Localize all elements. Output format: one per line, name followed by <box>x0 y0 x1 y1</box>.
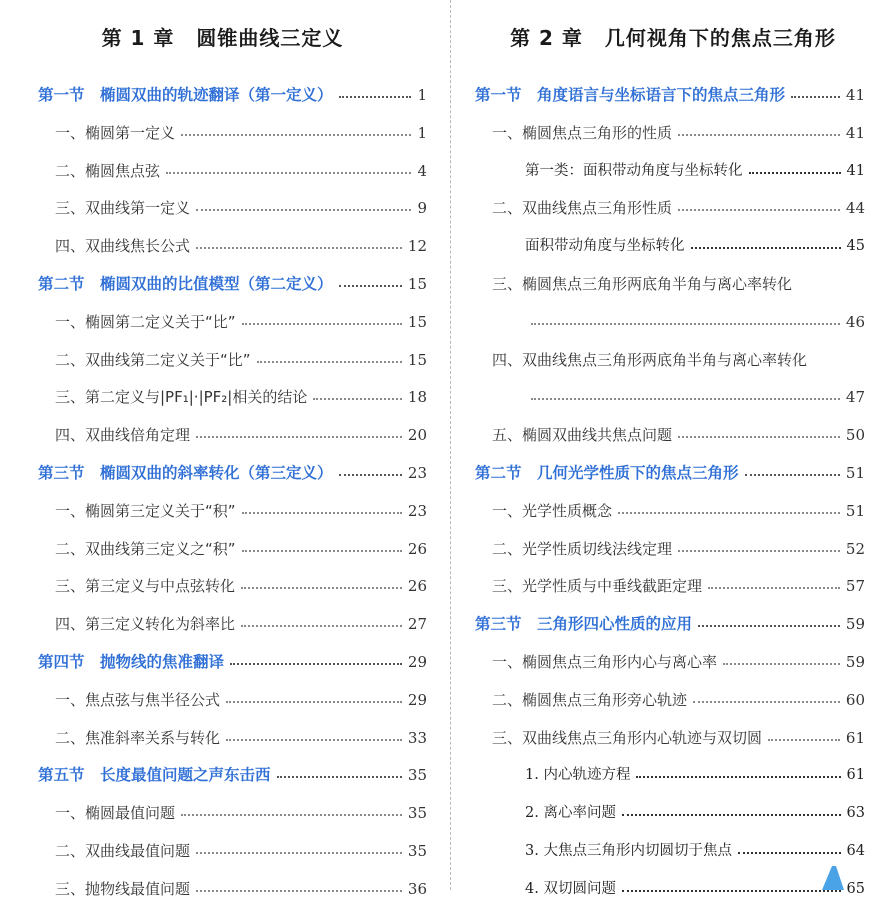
dot-leader <box>749 172 841 174</box>
dot-leader <box>678 209 840 211</box>
toc-entry-label: 一、焦点弦与焦半径公式 <box>55 690 221 709</box>
chapter-title: 圆锥曲线三定义 <box>196 26 344 50</box>
toc-entry-label: 第五节 长度最值问题之声东击西 <box>38 766 271 785</box>
page-number: 46 <box>845 312 865 331</box>
toc-entry-label: 四、第三定义转化为斜率比 <box>55 615 236 634</box>
dot-leader <box>678 550 840 552</box>
toc-entry-section[interactable] <box>38 460 427 486</box>
page-corner-mark-icon <box>818 864 848 890</box>
page-number: 18 <box>407 388 427 407</box>
page-number: 47 <box>845 388 865 407</box>
page-number: 44 <box>845 199 865 218</box>
toc-entry-label: 第三节 椭圆双曲的斜率转化（第三定义） <box>38 464 333 482</box>
toc-entry-subsection[interactable] <box>55 422 427 448</box>
chapter-title: 几何视角下的焦点三角形 <box>604 26 836 50</box>
dot-leader <box>196 247 402 249</box>
toc-entry-subsection[interactable] <box>525 876 865 902</box>
toc-entry-label: 五、椭圆双曲线共焦点问题 <box>492 426 673 445</box>
toc-entry-label: 一、椭圆焦点三角形的性质 <box>492 123 673 142</box>
toc-entry-subsection[interactable] <box>492 271 865 297</box>
toc-entry-label: 二、双曲线第二定义关于“比” <box>55 350 251 369</box>
dot-leader <box>678 134 840 136</box>
toc-entry-label: 第四节 抛物线的焦准翻译 <box>38 653 225 671</box>
toc-entry-label: 第三节 三角形四心性质的应用 <box>475 615 693 634</box>
toc-entry-label: 二、光学性质切线法线定理 <box>492 539 673 558</box>
page-number: 65 <box>846 880 865 897</box>
dot-leader <box>339 285 402 287</box>
chapter-1-heading <box>0 22 445 51</box>
page-number: 50 <box>845 426 865 445</box>
toc-entry-label: 三、抛物线最值问题 <box>55 879 191 898</box>
dot-leader <box>745 474 840 476</box>
dot-leader <box>230 663 402 665</box>
toc-entry-label: 三、双曲线第一定义 <box>55 199 191 218</box>
dot-leader <box>622 814 841 816</box>
toc-entry-label: 3. 大焦点三角形内切圆切于焦点 <box>525 843 732 859</box>
page-number: 23 <box>407 501 427 520</box>
toc-entry-subsection[interactable] <box>55 611 427 637</box>
page-number: 45 <box>846 238 865 255</box>
toc-entry-section[interactable] <box>475 82 865 108</box>
dot-leader <box>738 852 841 854</box>
dot-leader <box>196 852 402 854</box>
toc-entry-subsection[interactable] <box>525 158 865 184</box>
toc-entry-label: 第一类：面积带动角度与坐标转化 <box>525 162 743 179</box>
toc-entry-subsection[interactable] <box>55 120 427 146</box>
toc-entry-subsection[interactable] <box>55 195 427 221</box>
dot-leader <box>313 398 402 400</box>
toc-entry-subsection[interactable] <box>492 195 865 221</box>
dot-leader <box>531 398 840 400</box>
toc-entry-section[interactable] <box>38 82 427 108</box>
toc-entry-subsection[interactable] <box>492 498 865 524</box>
page-number: 59 <box>845 615 865 634</box>
page-number: 63 <box>846 805 865 822</box>
page-number: 29 <box>407 653 427 671</box>
toc-entry-subsection[interactable] <box>525 309 865 335</box>
page-number: 41 <box>846 162 865 179</box>
toc-entry-subsection[interactable] <box>55 573 427 599</box>
dot-leader <box>531 323 840 325</box>
dot-leader <box>678 436 840 438</box>
toc-entry-label: 一、光学性质概念 <box>492 501 613 520</box>
page-number: 27 <box>407 615 427 634</box>
chapter-number: 第 1 章 <box>101 26 175 50</box>
dot-leader <box>768 739 840 741</box>
toc-entry-label: 一、椭圆第二定义关于“比” <box>55 312 236 331</box>
dot-leader <box>241 587 402 589</box>
page-number: 26 <box>407 539 427 558</box>
page-number: 61 <box>845 728 865 747</box>
toc-entry-label: 三、双曲线焦点三角形内心轨迹与双切圆 <box>492 728 763 747</box>
dot-leader <box>691 247 841 249</box>
dot-leader <box>241 625 402 627</box>
toc-entry-subsection[interactable] <box>492 120 865 146</box>
toc-entry-label: 第一节 角度语言与坐标语言下的焦点三角形 <box>475 86 786 104</box>
toc-entry-subsection[interactable] <box>55 233 427 259</box>
dot-leader <box>242 512 402 514</box>
dot-leader <box>181 814 402 816</box>
toc-entry-subsection[interactable] <box>55 687 427 713</box>
toc-entry-subsection[interactable] <box>55 725 427 751</box>
page-number: 35 <box>407 842 427 860</box>
dot-leader <box>723 663 840 665</box>
toc-entry-label: 一、椭圆焦点三角形内心与离心率 <box>492 653 718 671</box>
toc-entry-subsection[interactable] <box>55 838 427 864</box>
page-number: 41 <box>845 123 865 142</box>
page-number: 41 <box>845 86 865 104</box>
dot-leader <box>226 701 402 703</box>
dot-leader <box>698 625 840 627</box>
toc-entry-label: 二、椭圆焦点三角形旁心轨迹 <box>492 690 688 709</box>
toc-entry-label: 二、焦准斜率关系与转化 <box>55 728 221 747</box>
page-number: 51 <box>845 464 865 482</box>
toc-entry-label: 一、椭圆最值问题 <box>55 804 176 823</box>
page-number: 15 <box>407 275 427 293</box>
dot-leader <box>226 739 402 741</box>
toc-entry-section[interactable] <box>475 460 865 486</box>
dot-leader <box>708 587 840 589</box>
chapter-number: 第 2 章 <box>510 26 583 50</box>
toc-entry-section[interactable] <box>38 649 427 675</box>
page-number: 51 <box>845 501 865 520</box>
toc-entry-subsection[interactable] <box>55 309 427 335</box>
dot-leader <box>277 776 402 778</box>
toc-entry-label: 三、第二定义与|PF₁|·|PF₂|相关的结论 <box>55 388 308 407</box>
toc-entry-label: 面积带动角度与坐标转化 <box>525 238 685 255</box>
page-number: 33 <box>407 728 427 747</box>
page-number: 64 <box>846 843 865 859</box>
dot-leader <box>196 436 402 438</box>
toc-entry-subsection[interactable] <box>492 573 865 599</box>
toc-entry-subsection[interactable] <box>55 158 427 184</box>
toc-entry-subsection[interactable] <box>525 762 865 788</box>
toc-entry-section[interactable] <box>475 611 865 637</box>
dot-leader <box>181 134 411 136</box>
page-number: 12 <box>407 237 427 256</box>
toc-entry-subsection[interactable] <box>525 800 865 826</box>
page-number: 1 <box>417 86 427 104</box>
toc-entry-label: 1. 内心轨迹方程 <box>525 767 631 784</box>
column-divider <box>450 0 451 890</box>
dot-leader <box>622 890 841 892</box>
toc-entry-label: 4. 双切圆问题 <box>525 880 616 897</box>
toc-entry-label: 第二节 椭圆双曲的比值模型（第二定义） <box>38 275 333 293</box>
toc-entry-subsection[interactable] <box>525 384 865 410</box>
toc-entry-subsection[interactable] <box>55 498 427 524</box>
page-number: 29 <box>407 690 427 709</box>
page-number: 15 <box>407 312 427 331</box>
toc-entry-label: 二、双曲线焦点三角形性质 <box>492 199 673 218</box>
toc-entry-subsection[interactable] <box>492 422 865 448</box>
dot-leader <box>166 172 411 174</box>
dot-leader <box>693 701 840 703</box>
toc-entry-subsection[interactable] <box>55 384 427 410</box>
dot-leader <box>636 776 840 778</box>
toc-entry-label: 三、椭圆焦点三角形两底角半角与离心率转化 <box>492 275 793 293</box>
chapter-2-heading <box>455 22 891 51</box>
page-number: 61 <box>846 767 865 784</box>
toc-entry-label: 2. 离心率问题 <box>525 805 616 822</box>
page-number: 52 <box>845 539 865 558</box>
page-number: 20 <box>407 426 427 445</box>
dot-leader <box>196 890 402 892</box>
toc-entry-subsection[interactable] <box>492 536 865 562</box>
toc-entry-subsection[interactable] <box>492 725 865 751</box>
toc-entry-subsection[interactable] <box>525 838 865 864</box>
toc-entry-label: 三、光学性质与中垂线截距定理 <box>492 577 703 596</box>
page-number: 57 <box>845 577 865 596</box>
dot-leader <box>196 209 411 211</box>
toc-entry-label: 一、椭圆第一定义 <box>55 123 176 142</box>
toc-entry-label: 第一节 椭圆双曲的轨迹翻译（第一定义） <box>38 86 333 104</box>
toc-entry-section[interactable] <box>38 762 427 788</box>
toc-entry-subsection[interactable] <box>55 536 427 562</box>
toc-entry-subsection[interactable] <box>55 800 427 826</box>
toc-entry-label: 四、双曲线焦长公式 <box>55 237 191 256</box>
toc-entry-subsection[interactable] <box>492 649 865 675</box>
dot-leader <box>791 96 840 98</box>
dot-leader <box>618 512 840 514</box>
page-number: 4 <box>417 161 427 180</box>
page-number: 35 <box>407 766 427 785</box>
toc-entry-subsection[interactable] <box>55 876 427 902</box>
toc-entry-label: 三、第三定义与中点弦转化 <box>55 577 236 596</box>
toc-entry-subsection[interactable] <box>55 347 427 373</box>
toc-entry-label: 二、椭圆焦点弦 <box>55 161 161 180</box>
page-number: 9 <box>417 199 427 218</box>
page-number: 36 <box>407 879 427 898</box>
page-number: 1 <box>417 123 427 142</box>
toc-entry-subsection[interactable] <box>492 687 865 713</box>
page-number: 59 <box>845 653 865 671</box>
toc-entry-section[interactable] <box>38 271 427 297</box>
dot-leader <box>339 474 402 476</box>
dot-leader <box>339 96 412 98</box>
toc-entry-label: 二、双曲线最值问题 <box>55 842 191 860</box>
toc-entry-label: 第二节 几何光学性质下的焦点三角形 <box>475 464 739 482</box>
page-number: 60 <box>845 690 865 709</box>
page-number: 35 <box>407 804 427 823</box>
dot-leader <box>257 361 402 363</box>
toc-entry-subsection[interactable] <box>525 233 865 259</box>
toc-entry-subsection[interactable] <box>492 347 865 373</box>
toc-entry-label: 一、椭圆第三定义关于“积” <box>55 501 236 520</box>
page-number: 23 <box>407 464 427 482</box>
page-number: 26 <box>407 577 427 596</box>
dot-leader <box>242 323 402 325</box>
page-number: 15 <box>407 350 427 369</box>
toc-entry-label: 四、双曲线倍角定理 <box>55 426 191 445</box>
dot-leader <box>242 550 402 552</box>
toc-entry-label: 四、双曲线焦点三角形两底角半角与离心率转化 <box>492 350 808 369</box>
toc-entry-label: 二、双曲线第三定义之“积” <box>55 539 236 558</box>
